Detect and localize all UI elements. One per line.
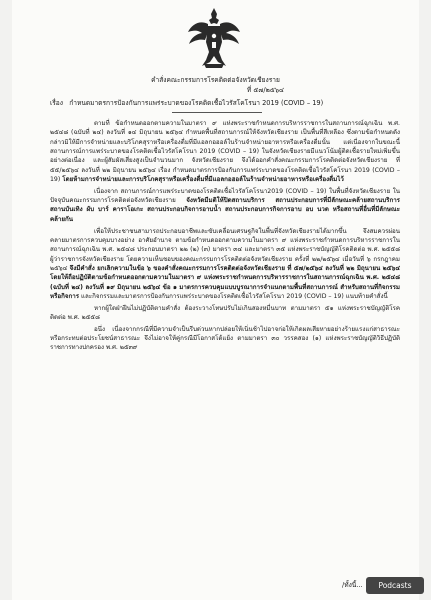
subject-text: กำหนดมาตรการป้องกันการแพร่ระบาดของโรคติดเชื้อไวรัสโคโรนา 2019 (COVID – 19)	[69, 99, 324, 107]
emphasis-text: จึงมีคำสั่ง ยกเลิกความในข้อ ๖ ของคำสั่งคณะกรรมการโรคติดต่อจังหวัดเชียงราย ที่ ๕๗/๒๕๖๔ ลงวันที่ ๒๒ มิถุนายน ๒๕๖๔ โดยให้ถือปฏิบัติตามข้อกำหนดออกตามความในมาตรา ๙ แห่งพระราชกำหนดการบริหารราชการในสถานการณ์ฉุกเฉิน พ.ศ. ๒๕๔๘ (ฉบับที่ ๒๔) ลงวันที่ ๑๙ มิถุนายน ๒๕๖๔ ข้อ ๑ มาตรการควบคุมแบบบูรณาการจำแนกตามพื้นที่สถานการณ์ สำหรับสถานที่กิจกรรม หรือกิจการ	[50, 264, 400, 300]
paragraph-text: เพื่อให้ประชาชนสามารถประกอบอาชีพและขับเคลื่อนเศรษฐกิจในพื้นที่จังหวัดเชียงรายได้มากขึ้น จึงสมควรผ่อนคลายมาตรการควบคุมบางอย่าง อาศัยอำนาจ ตามข้อกำหนดออกตามความในมาตรา ๙ แห่งพระราชกำหนดการบริหารราชการในสถานการณ์ฉุกเฉิน พ.ศ. ๒๕๔๘ ประกอบมาตรา ๒๒ (๒) (๓) มาตรา ๓๔ และมาตรา ๓๕ แห่งพระราชบัญญัติโรคติดต่อ พ.ศ. ๒๕๕๘ ผู้ว่าราชการจังหวัดเชียงราย โดยความเห็นชอบของคณะกรรมการโรคติดต่อจังหวัดเชียงราย ครั้งที่ ๒๒/๒๕๖๔ เมื่อวันที่ ๖ กรกฎาคม ๒๕๖๔	[50, 227, 400, 272]
body-paragraph	[50, 187, 400, 224]
order-title: คำสั่งคณะกรรมการโรคติดต่อจังหวัดเชียงราย	[151, 76, 280, 84]
emphasis-text: โดยห้ามการจำหน่ายและการบริโภคสุราหรือเครื่องดื่มที่มีแอลกอฮอล์ในร้านจำหน่ายอาหารหรือเครื่องดื่มไว้	[62, 176, 344, 184]
paragraph-text: ตามที่ ข้อกำหนดออกตามความในมาตรา ๙ แห่งพระราชกำหนดการบริหารราชการในสถานการณ์ฉุกเฉิน พ.ศ. ๒๕๔๘ (ฉบับที่ ๒๔) ลงวันที่ ๑๔ มิถุนายน ๒๕๖๔ กำหนดพื้นที่สถานการณ์ให้จังหวัดเชียงราย เป็นพื้นที่สีเหลือง ซึ่งตามข้อกำหนดดังกล่าวมิให้มีการจำหน่ายและบริโภคสุราหรือเครื่องดื่มที่มีแอลกอฮอล์ในร้านจำหน่ายอาหารหรือเครื่องดื่มนั้น แต่เนื่องจากในขณะนี้ สถานการณ์การแพร่ระบาดของโรคติดเชื้อไวรัสโคโรนา 2019 (COVID – 19) ในจังหวัดเชียงรายมีแนวโน้มผู้ติดเชื้อรายใหม่เพิ่มขึ้นอย่างต่อเนื่อง และผู้สัมผัสเสี่ยงสูงเป็นจำนวนมาก จังหวัดเชียงราย จึงได้ออกคำสั่งคณะกรรมการโรคติดต่อจังหวัดเชียงราย ที่ ๕๕/๒๕๖๔ ลงวันที่ ๒๒ มิถุนายน ๒๕๖๔ เรื่อง กำหนดมาตรการป้องกันการแพร่ระบาดของโรคติดเชื้อไวรัสโคโรนา 2019 (COVID – 19)	[50, 120, 400, 184]
garuda-emblem-icon	[186, 6, 242, 70]
order-subject	[50, 99, 323, 108]
body-paragraph	[50, 119, 400, 184]
order-number: ที่ ๕๗/๒๕๖๔	[246, 86, 285, 94]
podcasts-overlay-button[interactable]: Podcasts	[366, 577, 424, 594]
order-body	[50, 119, 400, 355]
emphasis-text: จังหวัดมีมติให้ปิดสถานบริการ สถานประกอบการที่มีลักษณะคล้ายสถานบริการ สถานบันเทิง ผับ บาร์ คาราโอเกะ สถานประกอบกิจการอาบน้ำ สถานประกอบการกิจการอาบ อบ นวด หรือสถานที่อื่นที่มีลักษณะคล้ายกัน	[50, 197, 400, 223]
paragraph-text: อนึ่ง เนื่องจากกรณีที่มีความจำเป็นรีบด่วนหากปล่อยให้เนิ่นช้าไปอาจก่อให้เกิดผลเสียหายอย่างร้ายแรงแก่สาธารณะหรือกระทบต่อประโยชน์สาธารณะ จึงไม่อาจให้คู่กรณีมีโอกาสโต้แย้ง ตามมาตรา ๓๐ วรรคสอง (๑) แห่งพระราชบัญญัติวิธีปฏิบัติราชการทางปกครอง พ.ศ. ๒๕๓๙	[50, 325, 400, 352]
paragraph-text: และกิจกรรมและมาตรการป้องกันการแพร่ระบาดของโรคติดเชื้อไวรัสโคโรนา 2019 (COVID – 19) แนบท้ายคำสั่งนี้	[79, 292, 388, 300]
divider	[172, 112, 262, 113]
body-paragraph	[50, 227, 400, 302]
paragraph-text: เนื่องจาก สถานการณ์การแพร่ระบาดของโรคติดเชื้อไวรัสโคโรนา2019 (COVID – 19) ในพื้นที่จังหวัดเชียงราย ในปัจจุบันคณะกรรมการโรคติดต่อจังหวัดเชียงราย	[50, 187, 400, 205]
subject-label: เรื่อง	[50, 99, 63, 107]
body-paragraph	[50, 325, 400, 353]
continue-marker: /ทั้งนี้...	[342, 581, 363, 589]
body-paragraph	[50, 304, 400, 323]
document-page	[12, 0, 419, 600]
paragraph-text: หากผู้ใดฝ่าฝืนไม่ปฏิบัติตามคำสั่ง ต้องระวางโทษปรับไม่เกินสองหมื่นบาท ตามมาตรา ๕๑ แห่งพระราชบัญญัติโรคติดต่อ พ.ศ. ๒๕๕๘	[50, 304, 400, 322]
